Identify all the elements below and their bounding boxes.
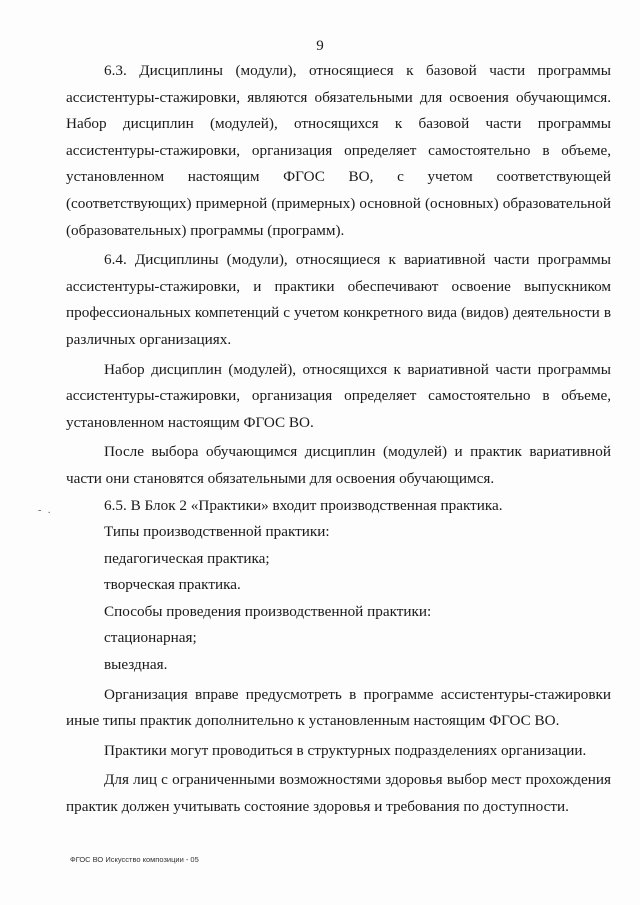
- line-creative-practice: творческая практика.: [104, 576, 241, 594]
- line-stationary: стационарная;: [104, 629, 197, 647]
- paragraph-variative-set: Набор дисциплин (модулей), относящихся к вариативной части программы ассистентуры-стажировки, организация определяет самостоятельно в объеме, установленном настоящим ФГОС ВО.: [66, 360, 611, 431]
- line-pedagogical-practice: педагогическая практика;: [104, 549, 270, 567]
- margin-mark: - .: [38, 505, 53, 516]
- page-number: 9: [316, 38, 324, 54]
- footer-note: ФГОС ВО Искусство композиции - 05: [70, 855, 199, 864]
- paragraph-other-types: Организация вправе предусмотреть в программе ассистентуры-стажировки иные типы практик дополнительно к установленным настоящим ФГОС ВО.: [66, 685, 611, 730]
- paragraph-6-3: 6.3. Дисциплины (модули), относящиеся к базовой части программы ассистентуры-стажировки, являются обязательными для освоения обучающимся. Набор дисциплин (модулей), относящихся к базовой части программы ассистентуры-стажировки, организация определяет самостоятельно в объеме, установленном настоящим ФГОС ВО, с учетом соответствующей (соответствующих) примерной (примерных) основной (основных) образовательной (образовательных) программы (программ).: [66, 62, 611, 239]
- line-field: выездная.: [104, 656, 168, 674]
- line-practice-methods-heading: Способы проведения производственной практики:: [104, 602, 432, 620]
- paragraph-after-choice: После выбора обучающимся дисциплин (модулей) и практик вариативной части они становятся обязательными для освоения обучающимся.: [66, 443, 611, 487]
- paragraph-structural: Практики могут проводиться в структурных подразделениях организации.: [104, 741, 587, 759]
- line-practice-types-heading: Типы производственной практики:: [104, 523, 330, 541]
- document-body: [66, 58, 611, 821]
- line-6-5: 6.5. В Блок 2 «Практики» входит производственная практика.: [104, 496, 503, 514]
- paragraph-disability: Для лиц с ограниченными возможностями здоровья выбор мест прохождения практик должен учитывать состояние здоровья и требования по доступности.: [66, 771, 611, 816]
- paragraph-6-4: 6.4. Дисциплины (модули), относящиеся к вариативной части программы ассистентуры-стажировки, и практики обеспечивают освоение выпускником профессиональных компетенций с учетом конкретного вида (видов) деятельности в различных организациях.: [66, 251, 611, 348]
